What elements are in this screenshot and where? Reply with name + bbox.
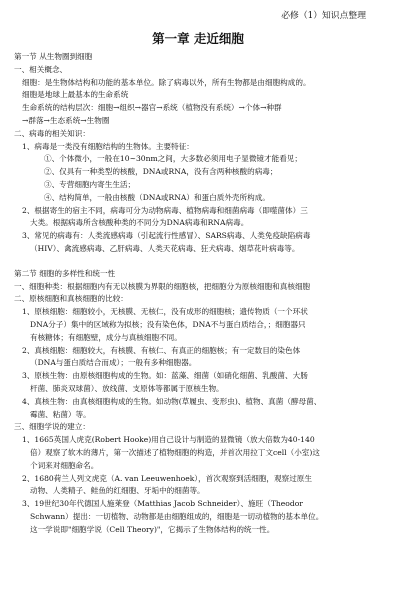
- text-line: 2、1680荷兰人列文虎克（A. van Leeuwenhoek），首次观察到活细胞，观察过原生: [22, 473, 312, 483]
- text-line: 3、19世纪30年代德国人施莱登（Matthias Jacob Schneider）、施旺（Theodor: [22, 499, 303, 509]
- text-line: 有核糖体；有细胞壁，成分与真核细胞不同。: [30, 332, 182, 342]
- chapter-title: 第一章 走近细胞: [152, 31, 244, 46]
- text-line: ①、个体微小，一般在10~30nm之间，大多数必须用电子显微镜才能看见；: [44, 154, 302, 164]
- text-line: 倍）观察了软木的薄片，第一次描述了植物细胞的构造，并首次用拉丁文cell（小室)这: [30, 447, 320, 457]
- text-line: 3、原核生物：由原核细胞构成的生物。如：蓝藻、细菌（如硝化细菌、乳酸菌、大肠: [22, 371, 308, 381]
- text-line: 1、1665英国人虎克(Robert Hooke)用自己设计与制造的显微镜（放大倍数为40-140: [22, 435, 315, 445]
- text-line: 杆菌、肺炎双球菌）、放线菌、支原体等都属于原核生物。: [30, 383, 224, 393]
- text-line: DNA分子）集中的区域称为拟核；没有染色体，DNA不与蛋白质结合，；细胞器只: [30, 319, 306, 329]
- text-line: 二、病毒的相关知识：: [14, 128, 90, 138]
- text-line: Schwann）提出：一切植物、动物都是由细胞组成的，细胞是一切动植物的基本单位。: [30, 511, 324, 521]
- text-line: （HIV）、禽流感病毒、乙肝病毒、人类天花病毒、狂犬病毒、烟草花叶病毒等。: [30, 243, 300, 253]
- text-line: ④、结构简单，一般由核酸（DNA或RNA）和蛋白质外壳所构成。: [44, 192, 270, 202]
- text-line: 生命系统的结构层次：细胞→组织→器官→系统（植物没有系统）→个体→种群: [22, 103, 282, 113]
- section-heading: 第二节 细胞的多样性和统一性: [14, 268, 116, 278]
- text-line: 1、病毒是一类没有细胞结构的生物体。主要特征：: [22, 141, 194, 151]
- text-line: 2、根据寄生的宿主不同，病毒可分为动物病毒、植物病毒和细菌病毒（即噬菌体）三: [22, 205, 308, 215]
- text-line: 细胞是地球上最基本的生命系统: [22, 90, 129, 100]
- spacer: [14, 256, 382, 268]
- text-line: 这一学说即"细胞学说（Cell Theory)"，它揭示了生物体结构的统一性。: [30, 524, 275, 534]
- text-line: （DNA与蛋白质结合而成）；一般有多种细胞器。: [30, 358, 197, 368]
- text-line: 霉菌、粘菌）等。: [30, 409, 91, 419]
- section-heading: 第一节 从生物圈到细胞: [14, 52, 93, 61]
- text-line: 大类。根据病毒所含核酸种类的不同分为DNA病毒和RNA病毒。: [30, 218, 249, 228]
- text-line: 个词来对细胞命名。: [30, 460, 99, 470]
- text-line: 4、真核生物：由真核细胞构成的生物。如动物(草履虫、变形虫)、植物、真菌（酵母菌、: [22, 396, 322, 406]
- text-line: 细胞：是生物体结构和功能的基本单位。除了病毒以外，所有生物都是由细胞构成的。: [22, 77, 311, 87]
- text-line: 一、相关概念、: [14, 64, 68, 74]
- text-line: 一、细胞种类：根据细胞内有无以核膜为界限的细胞核，把细胞分为原核细胞和真核细胞: [14, 281, 311, 291]
- text-line: 2、真核细胞：细胞较大，有核膜、有核仁、有真正的细胞核；有一定数目的染色体: [22, 345, 301, 355]
- page-header: 必修（1）知识点整理: [281, 11, 366, 21]
- text-line: 二、原核细胞和真核细胞的比较：: [14, 294, 128, 304]
- text-line: →群落→生态系统→生物圈: [22, 115, 110, 125]
- text-line: 1、原核细胞：细胞较小，无核膜、无核仁，没有成形的细胞核；遗传物质（一个环状: [22, 307, 308, 317]
- text-line: 三、细胞学说的建立：: [14, 422, 90, 432]
- text-line: 3、常见的病毒有：人类流感病毒（引起流行性感冒）、SARS病毒、人类免疫缺陷病毒: [22, 231, 311, 241]
- text-line: ②、仅具有一种类型的核酸，DNA或RNA，没有含两种核酸的病毒；: [44, 167, 278, 177]
- text-line: 动物、人类精子、鲑鱼的红细胞、牙垢中的细菌等。: [30, 486, 205, 496]
- text-line: ③、专营细胞内寄生生活；: [44, 179, 136, 189]
- document-body: [14, 51, 382, 536]
